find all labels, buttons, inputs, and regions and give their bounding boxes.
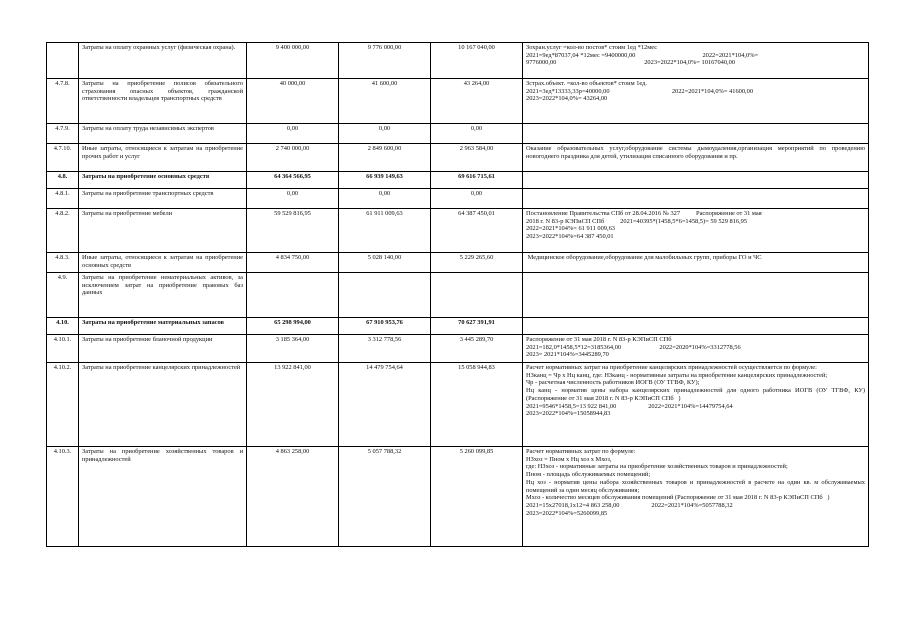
budget-table-page — [46, 42, 868, 547]
note-line: Расчет нормативных затрат по формуле: — [526, 448, 636, 455]
row-value-2021: 2 740 000,00 — [247, 144, 339, 172]
note-line: Мхоз - количество месяцев обслуживания помещений (Распоряжение от 31 мая 2018 г. N 83-р КЭПиСП СПб ) — [526, 494, 830, 502]
table-row — [47, 124, 869, 144]
row-calculation-note — [523, 144, 869, 172]
note-line: Пном - площадь обслуживаемых помещений; — [526, 471, 651, 479]
row-expense-name: Иные затраты, относящиеся к затратам на приобретение основных средств — [79, 253, 247, 273]
row-value-2021: 4 834 750,00 — [247, 253, 339, 273]
note-line: Постановление Правительства СПб от 28.04.2016 № 327 Распоряжение от 31 мая — [526, 210, 762, 217]
row-value-2022: 5 028 140,00 — [339, 253, 431, 273]
note-line: 2023=2022*104%=5260099,85 — [526, 509, 608, 517]
row-number: 4.9. — [47, 273, 79, 318]
row-calculation-note — [523, 447, 869, 547]
row-number: 4.8. — [47, 172, 79, 189]
note-line: Нц хоз - норматив цены набора хозяйственных товаров и принадлежностей в расчете на один кв. м обслуживаемых помещений за один месяц обслуживания; — [526, 478, 867, 494]
row-expense-name: Затраты на приобретение бланочной продукции — [79, 335, 247, 363]
row-calculation-note — [523, 335, 869, 363]
row-calculation-note — [523, 124, 869, 144]
row-value-2023: 69 616 715,61 — [431, 172, 523, 189]
note-line: Оказание образовательных услуг,оборудование системы дымоудаления,организация мероприятий по проведению новогоднего праздника для детей, утилизация списанного оборудования и пр. — [526, 145, 867, 160]
row-expense-name: Затраты на приобретение нематериальных активов, за исключением затрат на приобретение правовых баз данных — [79, 273, 247, 318]
row-value-2021: 0,00 — [247, 189, 339, 209]
row-value-2021: 59 529 816,95 — [247, 209, 339, 253]
table-row — [47, 253, 869, 273]
note-line: 2023=2022*104%=64 387 450,01 — [526, 233, 614, 241]
row-value-2021: 65 298 994,00 — [247, 318, 339, 335]
row-value-2022: 0,00 — [339, 124, 431, 144]
note-line: Чр - расчетная численность работников ИОГВ (ОУ ТГВФ, КУ); — [526, 379, 700, 387]
row-value-2021: 13 922 841,00 — [247, 363, 339, 447]
note-line: где: НЗхоз - нормативные затраты на приобретение хозяйственных товаров и принадлежностей; — [526, 463, 788, 471]
row-value-2022: 3 312 778,56 — [339, 335, 431, 363]
row-number: 4.8.3. — [47, 253, 79, 273]
table-row — [47, 79, 869, 124]
note-line: Нц канц - норматив цены набора канцелярских принадлежностей для одного работника ИОГВ (ОУ ТГВФ, КУ)(Распоряжение от 31 мая 2018 г. N 83-р КЭПиСП СПб ) — [526, 387, 865, 402]
table-row — [47, 335, 869, 363]
row-value-2022 — [339, 273, 431, 318]
budget-table — [46, 42, 869, 547]
row-value-2022: 0,00 — [339, 189, 431, 209]
row-value-2023: 5 260 099,85 — [431, 447, 523, 547]
row-calculation-note — [523, 172, 869, 189]
row-number: 4.8.1. — [47, 189, 79, 209]
note-line: НЗканц = Чр x Нц канц, где: НЗканц - нормативные затраты на приобретение канцелярских принадлежностей; — [526, 371, 828, 379]
row-value-2023: 15 058 944,83 — [431, 363, 523, 447]
row-value-2022: 67 910 953,76 — [339, 318, 431, 335]
note-line: 2022=2021*104%= 61 911 009,63 — [526, 225, 615, 233]
table-row — [47, 209, 869, 253]
row-value-2022: 2 849 600,00 — [339, 144, 431, 172]
row-value-2022: 41 600,00 — [339, 79, 431, 124]
note-line: Зохран.услуг =кол-во постов* стоим 1ед *12мес — [526, 44, 658, 51]
row-value-2023: 70 627 391,91 — [431, 318, 523, 335]
row-value-2021: 3 185 364,00 — [247, 335, 339, 363]
row-number: 4.10.1. — [47, 335, 79, 363]
row-number: 4.10.2. — [47, 363, 79, 447]
note-line: 2021=182,0*1458,5*12=3185364,00 2022=2020*104%=3312778,56 — [526, 343, 741, 351]
row-calculation-note — [523, 189, 869, 209]
row-value-2022: 61 911 009,63 — [339, 209, 431, 253]
row-value-2022: 9 776 000,00 — [339, 43, 431, 79]
row-expense-name: Затраты на оплату охранных услуг (физическая охрана). — [79, 43, 247, 79]
note-line: 2023=2022*104,0%= 43264,00 — [526, 95, 608, 103]
note-line: 2023=2022*104%=15058944,83 — [526, 410, 611, 418]
table-row — [47, 447, 869, 547]
row-expense-name: Затраты на приобретение хозяйственных товаров и принадлежностей — [79, 447, 247, 547]
row-value-2022: 66 939 149,63 — [339, 172, 431, 189]
row-calculation-note — [523, 363, 869, 447]
table-row — [47, 363, 869, 447]
row-value-2023: 0,00 — [431, 124, 523, 144]
table-row — [47, 144, 869, 172]
row-value-2023: 2 963 584,00 — [431, 144, 523, 172]
row-number: 4.10. — [47, 318, 79, 335]
row-calculation-note — [523, 318, 869, 335]
row-expense-name: Затраты на приобретение транспортных средств — [79, 189, 247, 209]
row-number — [47, 43, 79, 79]
note-line: НЗхоз = Пном x Нц хоз x Мхоз, — [526, 455, 612, 463]
note-line: 2021=15х27018,1х12=4 863 258,00 2022=2021*104%=5057788,32 — [526, 501, 733, 509]
row-expense-name: Затраты на приобретение канцелярских принадлежностей — [79, 363, 247, 447]
row-value-2021 — [247, 273, 339, 318]
row-value-2023: 3 445 289,70 — [431, 335, 523, 363]
table-row — [47, 318, 869, 335]
note-line: 9776000,00 2023=2022*104,0%= 10167040,00 — [526, 59, 736, 67]
row-value-2023: 10 167 040,00 — [431, 43, 523, 79]
row-expense-name: Затраты на приобретение основных средств — [79, 172, 247, 189]
row-value-2021: 4 863 258,00 — [247, 447, 339, 547]
table-body — [47, 43, 869, 547]
row-number: 4.7.9. — [47, 124, 79, 144]
table-row — [47, 43, 869, 79]
row-number: 4.7.8. — [47, 79, 79, 124]
row-value-2021: 9 400 000,00 — [247, 43, 339, 79]
row-calculation-note — [523, 43, 869, 79]
row-calculation-note — [523, 253, 869, 273]
note-line: Расчет нормативных затрат на приобретение канцелярских принадлежностей осуществляется по формуле: — [526, 364, 817, 371]
row-expense-name: Затраты на приобретение полисов обязательного страхования опасных объектов, гражданской ответственности владельцев транспортных средств — [79, 79, 247, 124]
row-expense-name: Затраты на оплату труда независимых экспертов — [79, 124, 247, 144]
row-value-2021: 0,00 — [247, 124, 339, 144]
table-row — [47, 172, 869, 189]
note-line: 2021=9ед*87037,04 *12мес =9400000,00 2022=2021*104,0%= — [526, 51, 759, 59]
note-line: Распоряжение от 31 мая 2018 г. N 83-р КЭПиСП СПб — [526, 336, 672, 343]
note-line: 2023= 2021*104%=3445289,70 — [526, 351, 609, 359]
row-value-2023: 64 387 450,01 — [431, 209, 523, 253]
row-calculation-note — [523, 209, 869, 253]
table-row — [47, 189, 869, 209]
row-calculation-note — [523, 79, 869, 124]
row-number: 4.8.2. — [47, 209, 79, 253]
note-line: 2021=9546*1458,5=13 922 841,00 2022=2021*104%=14479754,64 — [526, 402, 733, 410]
row-expense-name: Иные затраты, относящиеся к затратам на приобретение прочих работ и услуг — [79, 144, 247, 172]
table-row — [47, 273, 869, 318]
row-calculation-note — [523, 273, 869, 318]
note-line: Медицинское оборудование,оборудование для малобильных групп, приборы ГО и ЧС — [526, 254, 762, 261]
row-value-2022: 5 057 788,32 — [339, 447, 431, 547]
row-value-2023: 0,00 — [431, 189, 523, 209]
row-value-2023 — [431, 273, 523, 318]
row-value-2021: 40 000,00 — [247, 79, 339, 124]
note-line: 2018 г. N 83-р КЭПиСП СПб 2021=40395*(1458,5*6=1458,5)= 59 529 816,95 — [526, 217, 748, 225]
row-number: 4.7.10. — [47, 144, 79, 172]
row-value-2022: 14 479 754,64 — [339, 363, 431, 447]
row-expense-name: Затраты на приобретение мебели — [79, 209, 247, 253]
row-expense-name: Затраты на приобретение материальных запасов — [79, 318, 247, 335]
row-value-2023: 43 264,00 — [431, 79, 523, 124]
row-value-2023: 5 229 265,60 — [431, 253, 523, 273]
row-number: 4.10.3. — [47, 447, 79, 547]
note-line: 2021=3ед*13333,33р=40000,00 2022=2021*104,0%= 41600,00 — [526, 87, 754, 95]
row-value-2021: 64 364 566,95 — [247, 172, 339, 189]
note-line: Зстрах.объект. =кол-во объектов* стоим 1ед. — [526, 80, 648, 87]
